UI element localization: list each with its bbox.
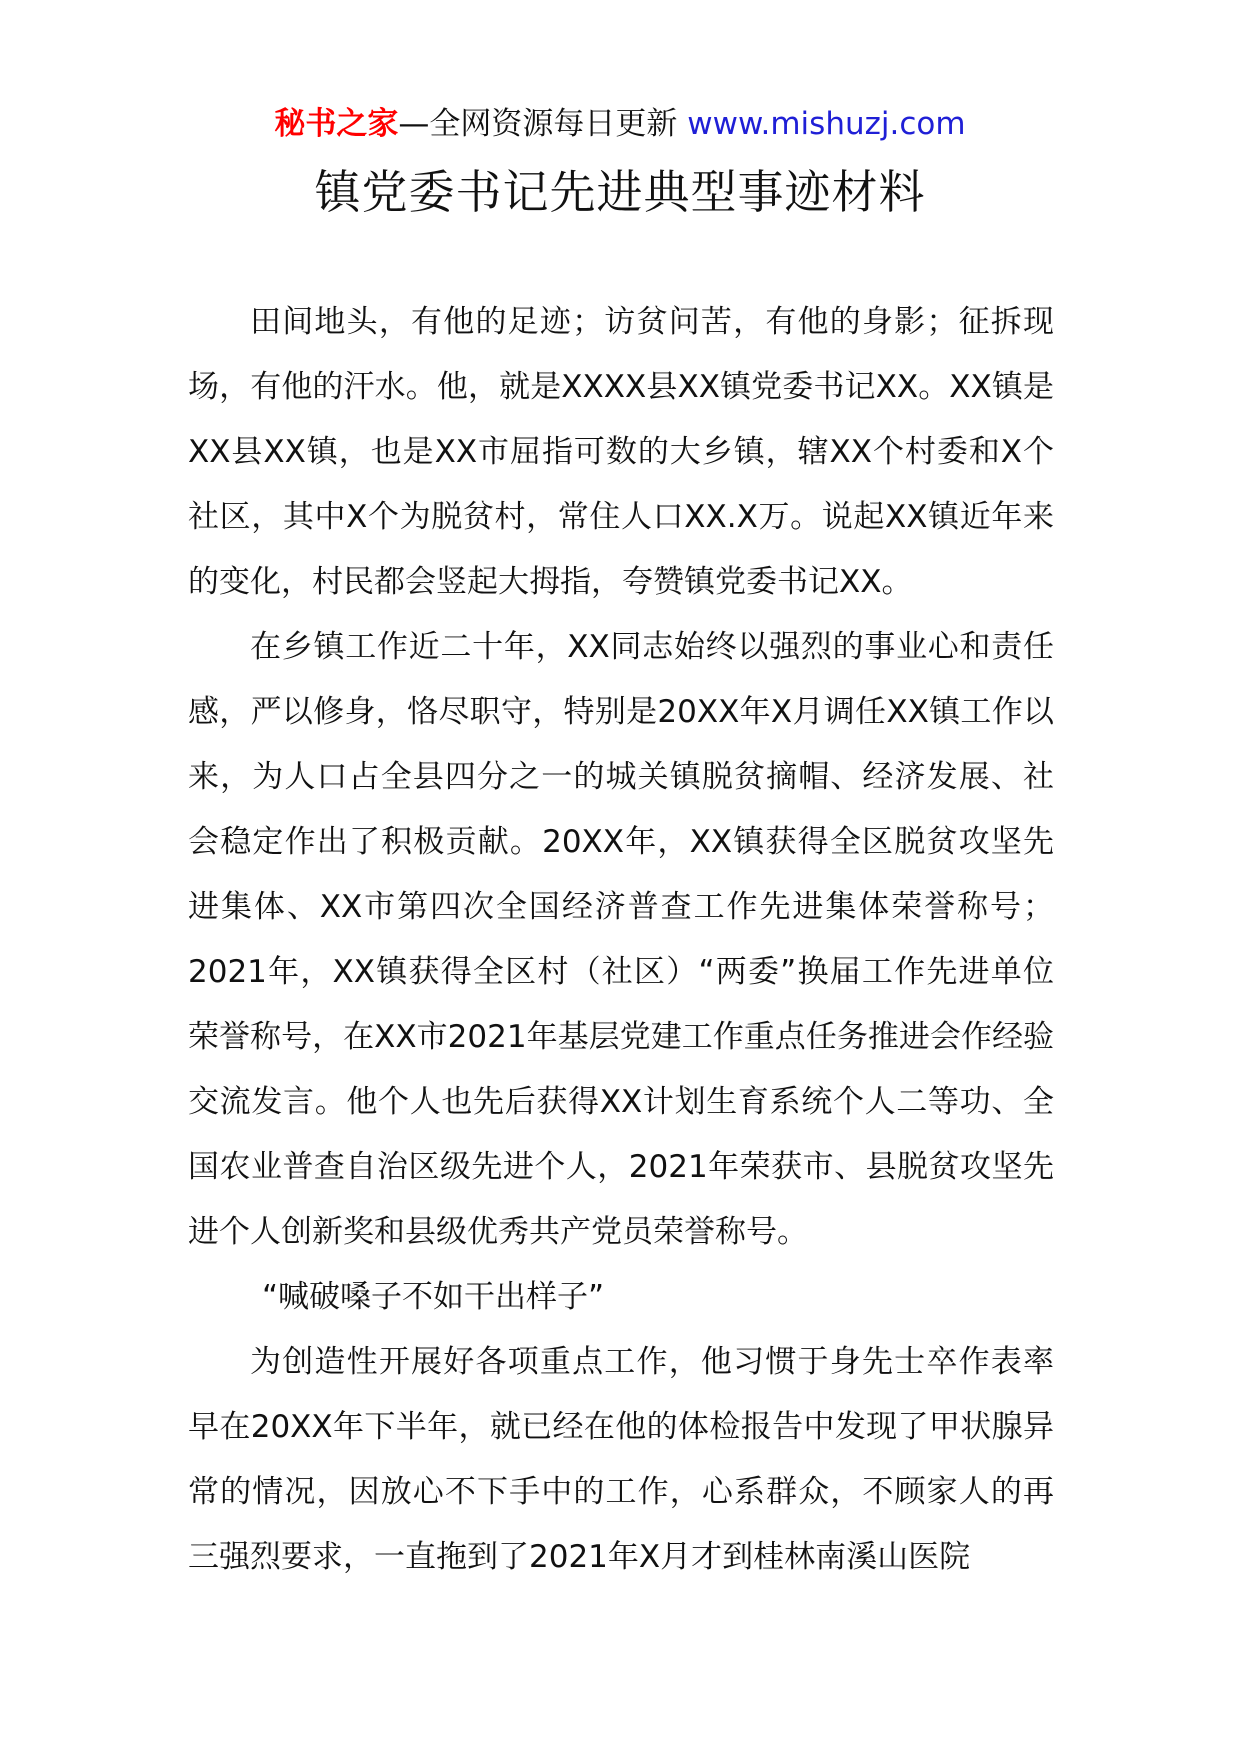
document-title: 镇党委书记先进典型事迹材料: [314, 165, 926, 219]
page-header: [0, 102, 1240, 146]
paragraph: 田间地头，有他的足迹；访贫问苦，有他的身影；征拆现场，有他的汗水。他，就是XXXX县XX镇党委书记XX。XX镇是XX县XX镇，也是XX市屈指可数的大乡镇，辖XX个村委和X个社区，其中X个为脱贫村，常住人口XX.X万。说起XX镇近年来的变化，村民都会竖起大拇指，夸赞镇党委书记XX。: [188, 304, 1054, 600]
section-subheading: “喊破嗓子不如干出样子”: [262, 1279, 605, 1315]
header-tagline: —全网资源每日更新: [398, 106, 688, 142]
site-url-link[interactable]: www.mishuzj.com: [687, 106, 966, 142]
paragraph: 为创造性开展好各项重点工作，他习惯于身先士卒作表率早在20XX年下半年，就已经在他的体检报告中发现了甲状腺异常的情况，因放心不下手中的工作，心系群众，不顾家人的再三强烈要求，一直拖到了2021年X月才到桂林南溪山医院: [188, 1344, 1054, 1575]
document-body: [188, 290, 1054, 1590]
brand-name: 秘书之家: [274, 106, 399, 142]
paragraph: 在乡镇工作近二十年，XX同志始终以强烈的事业心和责任感，严以修身，恪尽职守，特别是20XX年X月调任XX镇工作以来，为人口占全县四分之一的城关镇脱贫摘帽、经济发展、社会稳定作出了积极贡献。20XX年，XX镇获得全区脱贫攻坚先进集体、XX市第四次全国经济普查工作先进集体荣誉称号；2021年，XX镇获得全区村（社区）“两委”换届工作先进单位荣誉称号，在XX市2021年基层党建工作重点任务推进会作经验交流发言。他个人也先后获得XX计划生育系统个人二等功、全国农业普查自治区级先进个人，2021年荣获市、县脱贫攻坚先进个人创新奖和县级优秀共产党员荣誉称号。: [188, 629, 1054, 1250]
